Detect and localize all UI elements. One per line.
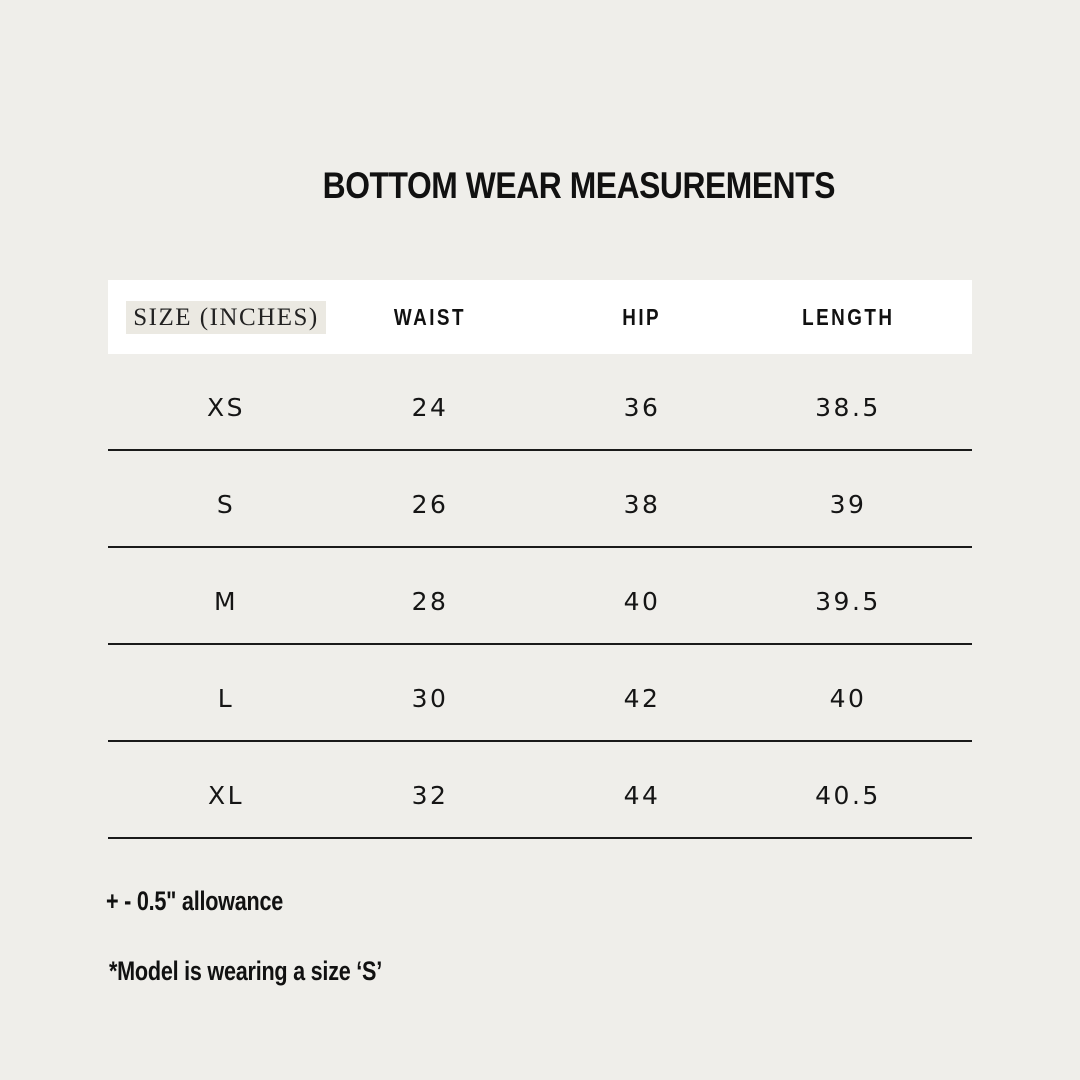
- row-waist-cell: [328, 354, 532, 449]
- waist-column-header: WAIST: [393, 303, 467, 330]
- hip-value: 38: [623, 490, 661, 519]
- hip-value: 42: [623, 684, 661, 713]
- table-header-row: [108, 280, 972, 354]
- table-row: [108, 548, 972, 645]
- row-size-cell: [108, 354, 344, 449]
- hip-value: 44: [623, 781, 661, 810]
- size-value: L: [217, 684, 235, 713]
- size-chart-table: [108, 280, 972, 839]
- row-hip-cell: [540, 645, 744, 740]
- length-value: 38.5: [815, 393, 881, 422]
- size-value: XL: [207, 781, 245, 810]
- page-title: BOTTOM WEAR MEASUREMENTS: [322, 165, 836, 206]
- allowance-note: + - 0.5" allowance: [106, 886, 284, 916]
- length-value: 39.5: [815, 587, 881, 616]
- row-waist-cell: [328, 451, 532, 546]
- table-row: [108, 742, 972, 839]
- length-column-header: LENGTH: [801, 303, 895, 330]
- row-length-cell: [744, 354, 952, 449]
- row-waist-cell: [328, 548, 532, 643]
- row-size-cell: [108, 645, 344, 740]
- header-cell-hip: [540, 280, 744, 354]
- size-inches-label: SIZE (INCHES): [126, 301, 325, 334]
- hip-value: 36: [623, 393, 661, 422]
- row-waist-cell: [328, 645, 532, 740]
- waist-value: 32: [411, 781, 449, 810]
- waist-value: 24: [411, 393, 449, 422]
- row-hip-cell: [540, 548, 744, 643]
- model-size-note: *Model is wearing a size ‘S’: [109, 956, 382, 986]
- table-row: [108, 354, 972, 451]
- header-cell-length: [744, 280, 952, 354]
- row-length-cell: [744, 742, 952, 837]
- waist-value: 28: [411, 587, 449, 616]
- row-size-cell: [108, 548, 344, 643]
- table-row: [108, 645, 972, 742]
- row-hip-cell: [540, 742, 744, 837]
- row-length-cell: [744, 645, 952, 740]
- row-waist-cell: [328, 742, 532, 837]
- length-value: 39: [829, 490, 867, 519]
- size-value: S: [216, 490, 236, 519]
- row-hip-cell: [540, 354, 744, 449]
- row-size-cell: [108, 742, 344, 837]
- table-row: [108, 451, 972, 548]
- hip-value: 40: [623, 587, 661, 616]
- row-size-cell: [108, 451, 344, 546]
- waist-value: 30: [411, 684, 449, 713]
- header-cell-size: [108, 280, 344, 354]
- row-length-cell: [744, 548, 952, 643]
- hip-column-header: HIP: [622, 303, 662, 330]
- length-value: 40: [829, 684, 867, 713]
- size-value: XS: [207, 393, 245, 422]
- row-hip-cell: [540, 451, 744, 546]
- length-value: 40.5: [815, 781, 881, 810]
- row-length-cell: [744, 451, 952, 546]
- waist-value: 26: [411, 490, 449, 519]
- header-cell-waist: [328, 280, 532, 354]
- size-value: M: [213, 587, 239, 616]
